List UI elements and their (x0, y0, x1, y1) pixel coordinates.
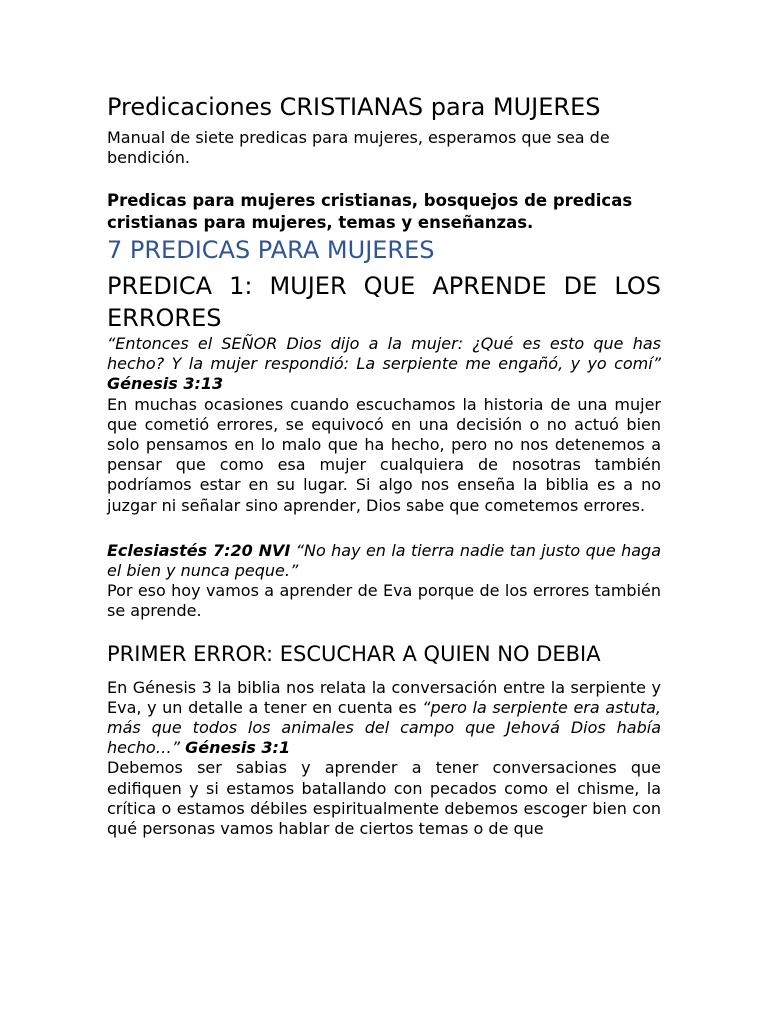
paragraph-text: En Génesis 3 la biblia nos relata la conversación entre la serpiente y Eva, y un detalle a tener en cuenta es (107, 677, 661, 717)
quote-text: “No hay en la tierra nadie tan justo que haga el bien y nunca peque.” (107, 540, 662, 581)
intro-bold-text: Predicas para mujeres cristianas, bosquejos de predicas cristianas para mujeres, temas y enseñanzas. (107, 191, 633, 232)
quote-text: “pero la serpiente era astuta, más que todos los animales del campo que Jehová Dios había hecho…” (107, 697, 662, 758)
paragraph-conversations: Debemos ser sabias y aprender a tener conversaciones que edifiquen y si estamos batallando con pecados como el chisme, la crítica o estamos débiles espiritualmente debemos escoger bien con qué personas vamos hablar de ciertos temas o de que (107, 758, 661, 839)
quote-eclesiastes (107, 541, 661, 581)
paragraph-genesis-3 (107, 678, 661, 759)
spacer (107, 668, 661, 678)
document-title: Predicaciones CRISTIANAS para MUJERES (107, 93, 601, 121)
document-body (107, 91, 661, 839)
quote-genesis-3-13 (107, 334, 661, 395)
quote-text: “Entonces el SEÑOR Dios dijo a la mujer: ¿Qué es esto que has hecho? Y la mujer respondió: La serpiente me engañó, y yo comí” (107, 334, 661, 374)
document-subtitle: Manual de siete predicas para mujeres, esperamos que sea de bendición. (107, 128, 610, 167)
paragraph-errors: En muchas ocasiones cuando escuchamos la historia de una mujer que cometió errores, se equivocó en una decisión o no actuó bien solo pensamos en lo malo que ha hecho, pero no nos detenemos a pensar que como esa mujer cualquiera de nosotras también podríamos estar en su lugar. Si algo nos enseña la biblia es a no juzgar ni señalar sino aprender, Dios sabe que cometemos errores. (107, 394, 661, 515)
scripture-reference: Génesis 3:1 (185, 738, 291, 758)
first-error-heading: PRIMER ERROR: ESCUCHAR A QUIEN NO DEBIA (107, 641, 601, 666)
predica-1-heading: PREDICA 1: MUJER QUE APRENDE DE LOS ERRORES (107, 272, 661, 332)
scripture-reference: Génesis 3:13 (107, 374, 224, 394)
section-heading: 7 PREDICAS PARA MUJERES (107, 236, 435, 264)
scripture-reference: Eclesiastés 7:20 NVI (107, 540, 291, 560)
spacer (107, 516, 661, 541)
spacer (107, 622, 661, 640)
paragraph-eva: Por eso hoy vamos a aprender de Eva porque de los errores también se aprende. (107, 581, 661, 621)
